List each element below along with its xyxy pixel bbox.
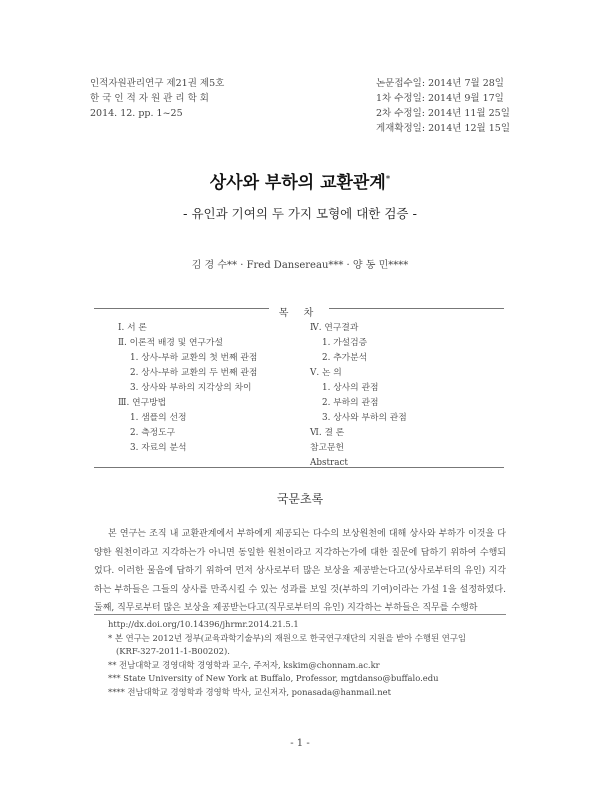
footnote-line: (KRF-327-2011-1-B00202). — [116, 646, 230, 656]
page-number: - 1 - — [290, 738, 310, 749]
title-footnote-mark: * — [385, 174, 391, 185]
toc-left-column — [118, 321, 257, 456]
toc-item: Abstract — [310, 458, 348, 468]
revision1-date: 1차 수정일: 2014년 9월 17일 — [375, 93, 504, 104]
footnote-line: http://dx.doi.org/10.14396/jhrmr.2014.21.5.1 — [108, 619, 299, 629]
toc-item: 2. 부하의 관점 — [322, 398, 379, 408]
toc-item: 3. 상사와 부하의 지각상의 차이 — [130, 383, 252, 393]
toc-item: 2. 추가분석 — [322, 353, 368, 363]
footnote-divider — [94, 614, 506, 615]
paper-subtitle: - 유인과 기여의 두 가지 모형에 대한 검증 - — [182, 206, 417, 221]
toc-item: 참고문헌 — [310, 443, 344, 453]
toc-heading-text: 목 차 — [269, 308, 330, 319]
abstract-body — [94, 525, 506, 618]
toc-item: 3. 자료의 분석 — [130, 443, 187, 453]
toc-item: 1. 상사의 관점 — [322, 383, 379, 393]
toc-item: 2. 상사-부하 교환의 두 번째 관점 — [130, 368, 258, 378]
toc-item: 1. 샘플의 선정 — [130, 413, 187, 423]
toc-item: Ⅲ. 연구방법 — [118, 398, 167, 408]
revision2-date: 2차 수정일: 2014년 11월 25일 — [375, 108, 510, 119]
submission-dates — [376, 76, 510, 136]
toc-item: 3. 상사와 부하의 관점 — [322, 413, 407, 423]
footnotes — [108, 618, 508, 699]
journal-info — [90, 76, 224, 121]
abstract-heading: 국문초록 — [276, 492, 324, 506]
abstract-paragraph: 본 연구는 조직 내 교환관계에서 부하에게 제공되는 다수의 보상원천에 대해 상사와 부하가 이것을 다양한 원천이라고 지각하는가 아니면 동일한 원천이라고 지각하는가에 대한 질문에 답하기 위하여 수행되었다. 이러한 물음에 답하기 위하여 먼저 상사로부터 많은 보상을 제공받는다고(상사로부터의 유인) 지각하는 부하들은 그들의 상사를 만족시킬 수 있는 성과를 보일 것(부하의 기여)이라는 가설 1을 설정하였다. 둘째, 직무로부터 많은 보상을 제공받는다고(직무로부터의 유인) 지각하는 부하들은 직무를 수행하 — [94, 529, 506, 614]
author-line: 김 경 수** · Fred Dansereau*** · 양 동 민**** — [191, 260, 409, 271]
toc-heading — [94, 301, 504, 320]
issue-pages: 2014. 12. pp. 1~25 — [90, 108, 183, 119]
table-of-contents — [94, 308, 504, 468]
journal-name: 인적자원관리연구 제21권 제5호 — [90, 78, 225, 89]
toc-item: 1. 상사-부하 교환의 첫 번째 관점 — [130, 353, 258, 363]
footnote-line: * 본 연구는 2012년 정부(교육과학기술부)의 재원으로 한국연구재단의 지원을 받아 수행된 연구임 — [108, 632, 466, 643]
toc-item: 1. 가설검증 — [322, 338, 368, 348]
footnote-line: ** 전남대학교 경영대학 경영학과 교수, 주저자, kskim@chonnam.ac.kr — [108, 659, 380, 670]
toc-item: Ⅰ. 서 론 — [118, 323, 147, 333]
society-name: 한 국 인 적 자 원 관 리 학 회 — [90, 93, 209, 104]
paper-title-text: 상사와 부하의 교환관계 — [209, 173, 386, 193]
toc-item: Ⅳ. 연구결과 — [310, 323, 359, 333]
toc-right-column — [310, 321, 407, 471]
toc-item: Ⅱ. 이론적 배경 및 연구가설 — [118, 338, 223, 348]
footnote-line: *** State University of New York at Buffalo, Professor, mgtdanso@buffalo.edu — [108, 673, 439, 683]
toc-item: Ⅴ. 논 의 — [310, 368, 342, 378]
paper-title — [0, 168, 600, 193]
accepted-date: 게재확정일: 2014년 12월 15일 — [375, 123, 510, 134]
received-date: 논문접수일: 2014년 7월 28일 — [375, 78, 504, 89]
toc-item: Ⅵ. 결 론 — [310, 428, 345, 438]
footnote-line: **** 전남대학교 경영학과 경영학 박사, 교신저자, ponasada@hanmail.net — [108, 686, 391, 697]
toc-item: 2. 측정도구 — [130, 428, 176, 438]
